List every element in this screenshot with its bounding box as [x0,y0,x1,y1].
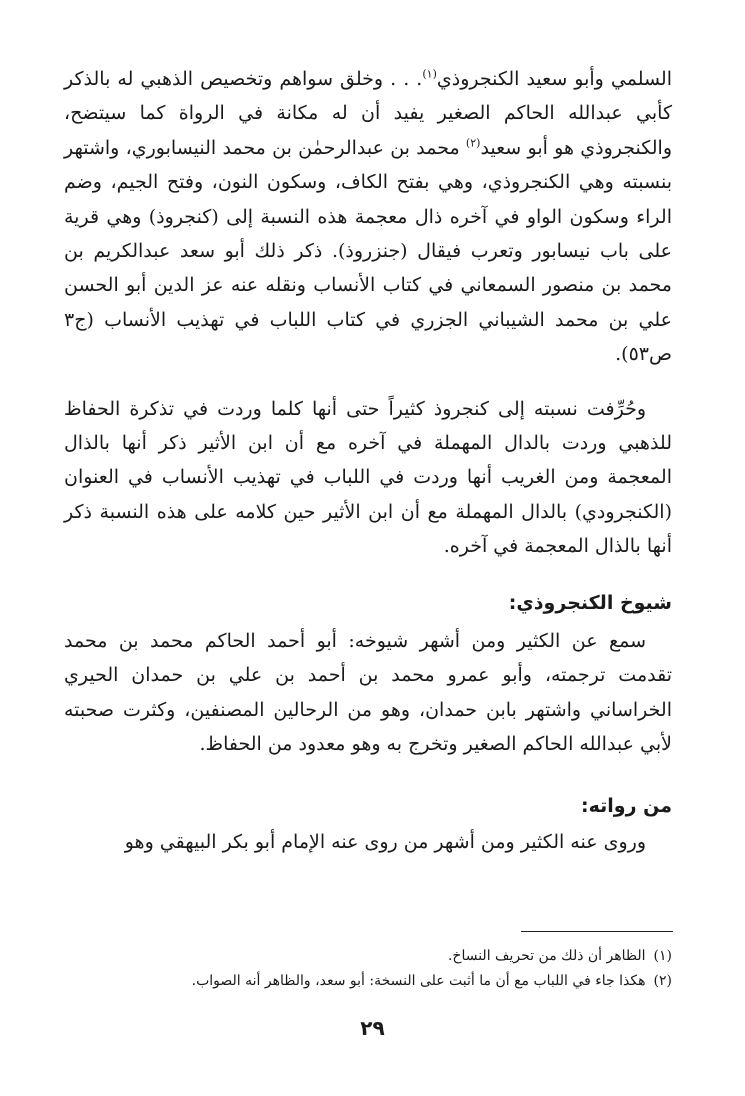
footnote-divider [521,931,673,932]
footnote-ref-2: (٢) [465,136,481,150]
footnote-2-number: (٢) [653,973,672,989]
paragraph-3: سمع عن الكثير ومن أشهر شيوخه: أبو أحمد الحاكم محمد بن محمد تقدمت ترجمته، وأبو عمرو محمد بن أحمد بن علي بن حمدان الحيري الخراساني واشتهر بابن حمدان، وهو من الرحالين المصنفين، وكثرت صحبته لأبي عبدالله الحاكم الصغير وتخرج به وهو معدود من الحفاظ. [64,629,672,755]
footnote-1-text: الظاهر أن ذلك من تحريف النساخ. [447,948,646,964]
paragraph-1-text-a: السلمي وأبو سعيد الكنجروذي [436,68,672,90]
footnote-1 [64,944,672,969]
main-text [64,62,672,860]
footnote-1-number: (١) [653,948,672,964]
footnote-ref-1: (١) [422,67,437,81]
paragraph-2: وحُرِّفت نسبته إلى كنجروذ كثيراً حتى أنها كلما وردت في تذكرة الحفاظ للذهبي وردت بالدال المهملة في آخره مع أن ابن الأثير ذكر أنها بالذال المعجمة ومن الغريب أنها وردت في اللباب في تهذيب الأنساب في العنوان (الكنجرودي) بالدال المهملة مع أن ابن الأثير حين كلامه على هذه النسبة ذكر أنها بالذال المعجمة في آخره. [64,397,672,558]
footnotes [64,944,672,994]
paragraph-1-text-c: محمد بن عبدالرحمٰن بن محمد النيسابوري، واشتهر بنسبته وهي الكنجروذي، وهي بفتح الكاف، وسكون النون، وفتح الجيم، وضم الراء وسكون الواو في آخره ذال معجمة هذه النسبة إلى (كنجروذ) وهي قرية على باب نيسابور وتعرب فيقال (جنزروذ). ذكر ذلك أبو سعد عبدالكريم بن محمد بن منصور السمعاني في كتاب الأنساب ونقله عنه عز الدين أبو الحسن علي بن محمد الشيباني الجزري في كتاب اللباب في تهذيب الأنساب (ج٣ ص٥٣). [64,136,672,366]
footnote-2-text: هكذا جاء في اللباب مع أن ما أثبت على النسخة: أبو سعد، والظاهر أنه الصواب. [191,973,646,989]
section-heading-teachers: شيوخ الكنجروذي: [508,591,672,614]
section-heading-narrators: من رواته: [581,795,672,818]
page-number: ٢٩ [360,1016,385,1040]
paragraph-1 [64,62,672,372]
paragraph-4: وروى عنه الكثير ومن أشهر من روى عنه الإمام أبو بكر البيهقي وهو [124,831,646,854]
paragraph-1-text-b: . . . وخلق سواهم وتخصيص الذهبي له بالذكر كأبي عبدالله الحاكم الصغير يفيد أن له مكانة في الرواة كما سيتضح، والكنجروذي هو أبو سعيد [64,68,672,159]
footnote-2 [64,969,672,994]
